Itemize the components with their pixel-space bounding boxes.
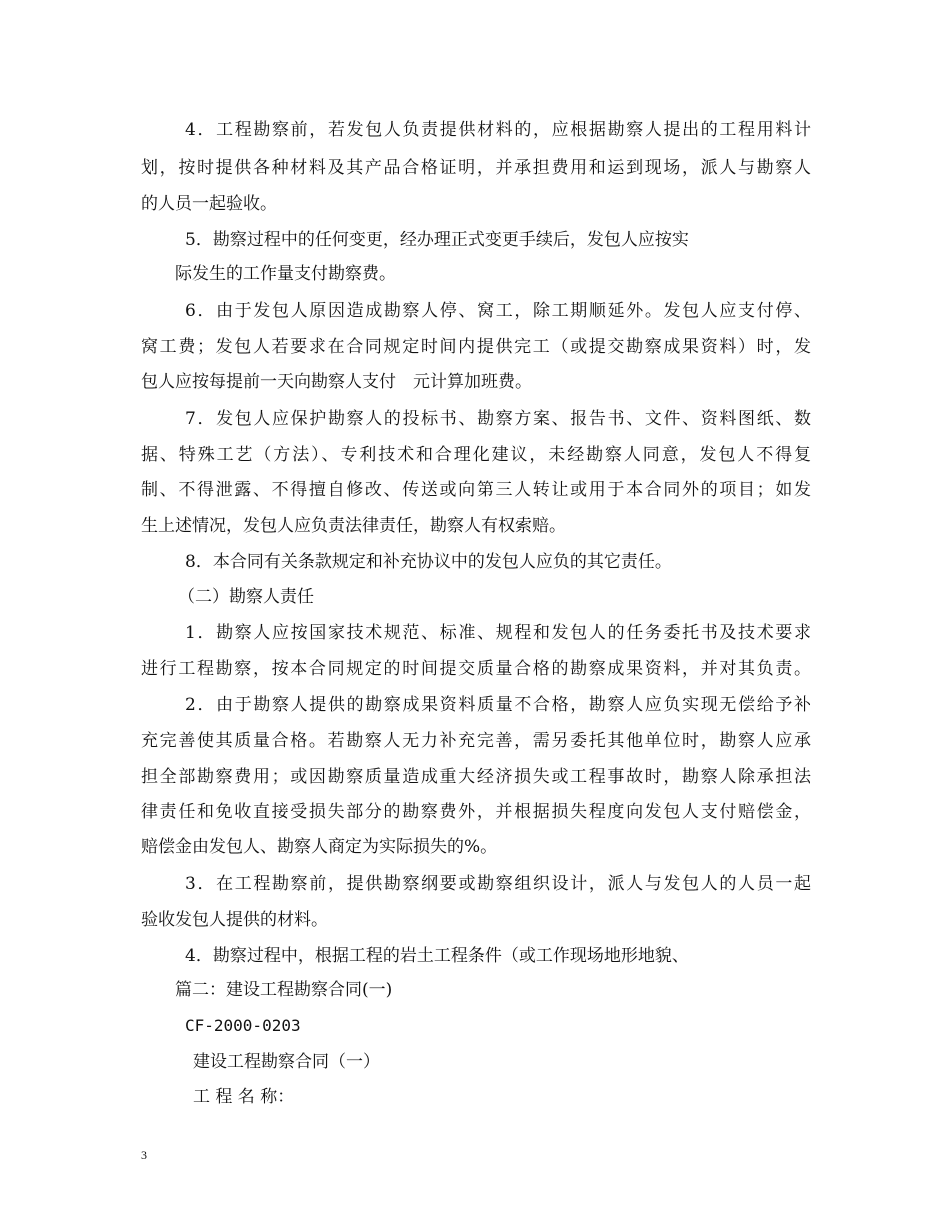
paragraph-line: 8．本合同有关条款规定和补充协议中的发包人应负的其它责任。 [185,552,672,572]
paragraph-line: 际发生的工作量支付勘察费。 [175,264,396,284]
chapter-heading: 篇二：建设工程勘察合同(一) [175,980,393,1000]
paragraph-line: 2．由于勘察人提供的勘察成果资料质量不合格，勘察人应负实现无偿给予补 [185,695,811,715]
contract-title: 建设工程勘察合同（一） [193,1052,380,1072]
paragraph-line: 赔偿金由发包人、勘察人商定为实际损失的%。 [141,837,498,857]
paragraph-line: 验收发包人提供的材料。 [141,910,328,930]
paragraph-line: 窝工费；发包人若要求在合同规定时间内提供完工（或提交勘察成果资料）时，发 [141,337,811,357]
paragraph-line: 进行工程勘察，按本合同规定的时间提交质量合格的勘察成果资料，并对其负责。 [141,659,811,679]
paragraph-line: 制、不得泄露、不得擅自修改、传送或向第三人转让或用于本合同外的项目；如发 [141,480,811,500]
project-name-label: 工 程 名 称： [193,1087,295,1107]
paragraph-line: 1．勘察人应按国家技术规范、标准、规程和发包人的任务委托书及技术要求 [185,623,811,643]
paragraph-line: 充完善使其质量合格。若勘察人无力补充完善，需另委托其他单位时，勘察人应承 [141,731,811,751]
paragraph-line: 5．勘察过程中的任何变更，经办理正式变更手续后，发包人应按实 [185,230,689,250]
paragraph-line: 包人应按每提前一天向勘察人支付 元计算加班费。 [141,372,532,392]
paragraph-line: 划，按时提供各种材料及其产品合格证明，并承担费用和运到现场，派人与勘察人 [141,158,811,178]
section-heading: （二）勘察人责任 [178,587,314,607]
paragraph-line: 4．工程勘察前，若发包人负责提供材料的，应根据勘察人提出的工程用料计 [185,120,811,140]
paragraph-line: 6．由于发包人原因造成勘察人停、窝工，除工期顺延外。发包人应支付停、 [185,301,811,321]
paragraph-line: 担全部勘察费用；或因勘察质量造成重大经济损失或工程事故时，勘察人除承担法 [141,767,811,787]
paragraph-line: 律责任和免收直接受损失部分的勘察费外，并根据损失程度向发包人支付赔偿金， [141,802,811,822]
contract-code: CF-2000-0203 [185,1016,301,1035]
paragraph-line: 4．勘察过程中，根据工程的岩土工程条件（或工作现场地形地貌、 [185,946,689,966]
paragraph-line: 据、特殊工艺（方法）、专利技术和合理化建议，未经勘察人同意，发包人不得复 [141,445,811,465]
paragraph-line: 3．在工程勘察前，提供勘察纲要或勘察组织设计，派人与发包人的人员一起 [185,874,811,894]
paragraph-line: 7．发包人应保护勘察人的投标书、勘察方案、报告书、文件、资料图纸、数 [185,409,811,429]
paragraph-line: 生上述情况，发包人应负责法律责任，勘察人有权索赔。 [141,516,566,536]
page-number: 3 [141,1148,147,1162]
paragraph-line: 的人员一起验收。 [141,194,277,214]
